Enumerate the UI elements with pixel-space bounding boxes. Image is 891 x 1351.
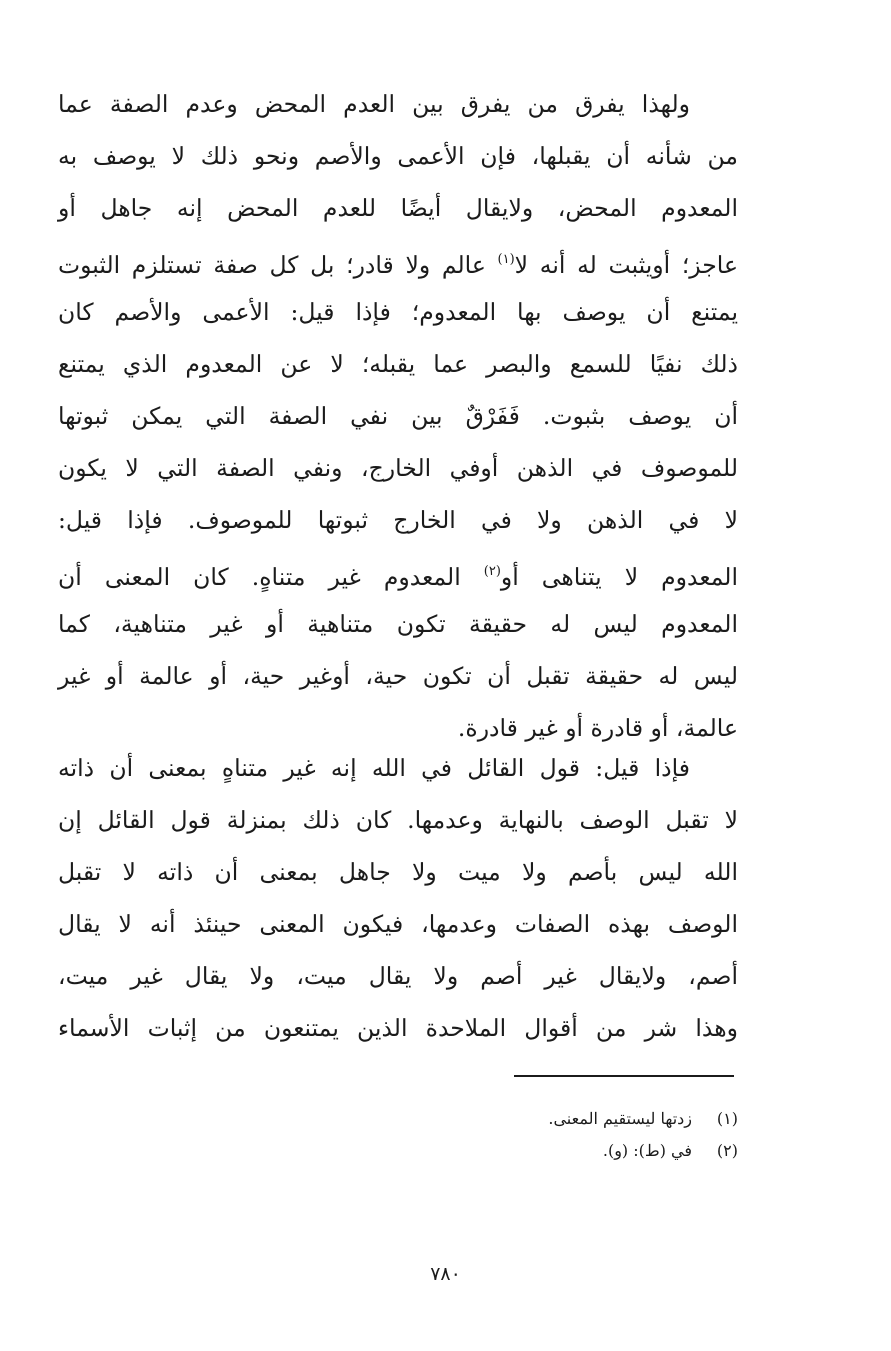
- footnote-marker: (٢): [483, 564, 501, 579]
- text-line: فإذا قيل: قول القائل في الله إنه غير متناهٍ بمعنى أن ذاته: [58, 754, 690, 782]
- page-number: ٧٨٠: [430, 1263, 461, 1285]
- footnote-1: [300, 1103, 738, 1135]
- footnote-number: (٢): [716, 1141, 738, 1160]
- text-line: من شأنه أن يقبلها، فإن الأعمى والأصم ونحو ذلك لا يوصف به: [58, 142, 738, 170]
- text-line: أن يوصف بثبوت. فَفَرْقٌ بين نفي الصفة التي يمكن ثبوتها: [58, 402, 738, 430]
- text-line: لا في الذهن ولا في الخارج ثبوتها للموصوف. فإذا قيل:: [58, 506, 738, 534]
- footnotes: [300, 1103, 738, 1167]
- text-line: يمتنع أن يوصف بها المعدوم؛ فإذا قيل: الأعمى والأصم كان: [58, 298, 738, 326]
- text-segment: عالم ولا قادر؛ بل كل صفة تستلزم الثبوت: [58, 251, 486, 279]
- text-line: لا تقبل الوصف بالنهاية وعدمها. كان ذلك بمنزلة قول القائل إن: [58, 806, 738, 834]
- text-line: ولهذا يفرق من يفرق بين العدم المحض وعدم الصفة عما: [58, 90, 690, 118]
- footnote-marker: (١): [497, 252, 515, 267]
- text-segment: المعدوم لا يتناهى أو: [500, 563, 738, 591]
- footnote-number: (١): [716, 1109, 738, 1128]
- text-line: أصم، ولايقال غير أصم ولا يقال ميت، ولا يقال غير ميت،: [58, 962, 738, 990]
- footnote-text: في (ط): (و).: [602, 1141, 692, 1160]
- text-line: المعدوم المحض، ولايقال أيضًا للعدم المحض إنه جاهل أو: [58, 194, 738, 222]
- text-line: الله ليس بأصم ولا ميت ولا جاهل بمعنى أن ذاته لا تقبل: [58, 858, 738, 886]
- footnote-text: زدتها ليستقيم المعنى.: [548, 1109, 692, 1128]
- text-line: ذلك نفيًا للسمع والبصر عما يقبله؛ لا عن المعدوم الذي يمتنع: [58, 350, 738, 378]
- text-line: المعدوم ليس له حقيقة تكون متناهية أو غير متناهية، كما: [58, 610, 738, 638]
- text-line: [58, 234, 738, 286]
- text-line: عالمة، أو قادرة أو غير قادرة.: [457, 714, 738, 742]
- footnote-2: [300, 1135, 738, 1167]
- main-text-block: [58, 78, 738, 754]
- second-paragraph: [58, 742, 738, 1054]
- footnote-divider: [514, 1075, 734, 1077]
- text-segment: عاجز؛ أويثبت له أنه لا: [514, 251, 738, 279]
- text-line: للموصوف في الذهن أوفي الخارج، ونفي الصفة التي لا يكون: [58, 454, 738, 482]
- text-line: الوصف بهذه الصفات وعدمها، فيكون المعنى حينئذ أنه لا يقال: [58, 910, 738, 938]
- text-segment: المعدوم غير متناهٍ. كان المعنى أن: [58, 563, 461, 591]
- text-line: [58, 546, 738, 598]
- text-line: وهذا شر من أقوال الملاحدة الذين يمتنعون من إثبات الأسماء: [58, 1014, 738, 1042]
- text-line: ليس له حقيقة تقبل أن تكون حية، أوغير حية، أو عالمة أو غير: [58, 662, 738, 690]
